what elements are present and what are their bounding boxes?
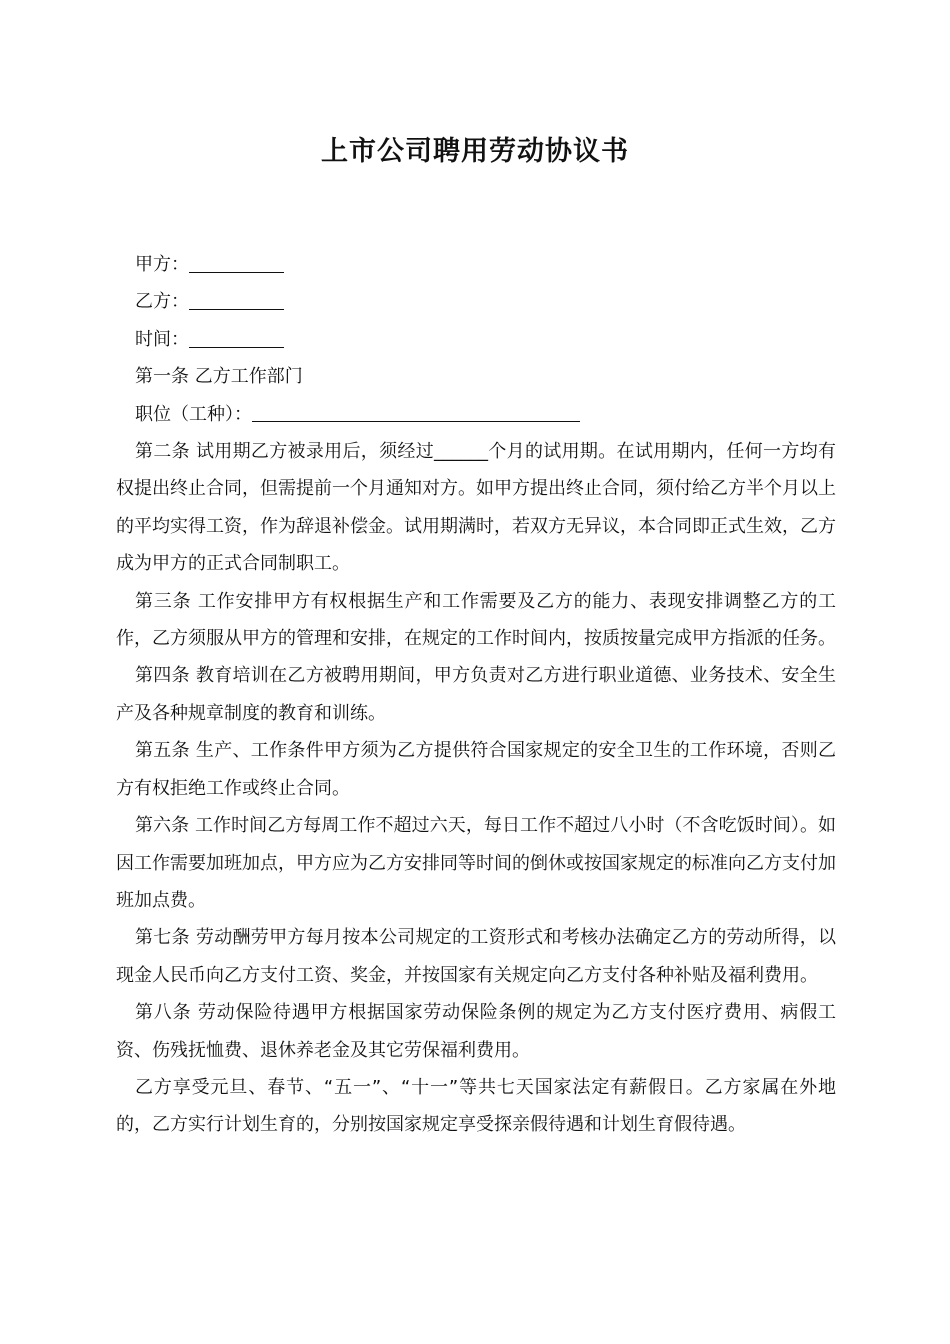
document-body xyxy=(116,246,836,1144)
holiday-paragraph: 乙方享受元旦、春节、“五一”、“十一”等共七天国家法定有薪假日。乙方家属在外地的，乙方实行计划生育的，分别按国家规定享受探亲假待遇和计划生育假待遇。 xyxy=(116,1076,836,1136)
article-2-blank: ______ xyxy=(434,441,489,463)
article-6: 第六条 工作时间乙方每周工作不超过六天，每日工作不超过八小时（不含吃饭时间）。如因工作需要加班加点，甲方应为乙方安排同等时间的倒休或按国家规定的标准向乙方支付加班加点费。 xyxy=(116,815,836,911)
position-label: 职位（工种）： xyxy=(135,403,252,425)
position-blank[interactable] xyxy=(252,402,580,422)
date-label: 时间： xyxy=(135,328,189,350)
party-a-label: 甲方： xyxy=(135,254,189,275)
date-blank[interactable] xyxy=(189,328,284,348)
article-2-prefix: 第二条 试用期乙方被录用后，须经过 xyxy=(135,441,435,463)
position-field xyxy=(116,396,836,433)
article-8: 第八条 劳动保险待遇甲方根据国家劳动保险条例的规定为乙方支付医疗费用、病假工资、伤残抚恤费、退休养老金及其它劳保福利费用。 xyxy=(116,1002,836,1061)
article-1: 第一条 乙方工作部门 xyxy=(135,366,303,388)
article-5: 第五条 生产、工作条件甲方须为乙方提供符合国家规定的安全卫生的工作环境，否则乙方有权拒绝工作或终止合同。 xyxy=(116,740,836,799)
party-b-blank[interactable] xyxy=(189,290,284,310)
party-b-label: 乙方： xyxy=(135,291,189,313)
article-4: 第四条 教育培训在乙方被聘用期间，甲方负责对乙方进行职业道德、业务技术、安全生产及各种规章制度的教育和训练。 xyxy=(116,665,836,724)
article-2 xyxy=(116,433,836,583)
article-7: 第七条 劳动酬劳甲方每月按本公司规定的工资形式和考核办法确定乙方的劳动所得，以现金人民币向乙方支付工资、奖金，并按国家有关规定向乙方支付各种补贴及福利费用。 xyxy=(116,927,836,986)
party-a-blank[interactable] xyxy=(189,253,284,273)
party-b-field xyxy=(116,283,836,320)
document-title: 上市公司聘用劳动协议书 xyxy=(321,136,629,167)
party-a-field xyxy=(116,246,836,283)
date-field xyxy=(116,321,836,358)
article-3: 第三条 工作安排甲方有权根据生产和工作需要及乙方的能力、表现安排调整乙方的工作，乙方须服从甲方的管理和安排，在规定的工作时间内，按质按量完成甲方指派的任务。 xyxy=(116,590,836,650)
article-2-suffix: 个月的试用期。在试用期内，任何一方均有权提出终止合同，但需提前一个月通知对方。如甲方提出终止合同，须付给乙方半个月以上的平均实得工资，作为辞退补偿金。试用期满时，若双方无异议，本合同即正式生效，乙方成为甲方的正式合同制职工。 xyxy=(116,441,836,575)
